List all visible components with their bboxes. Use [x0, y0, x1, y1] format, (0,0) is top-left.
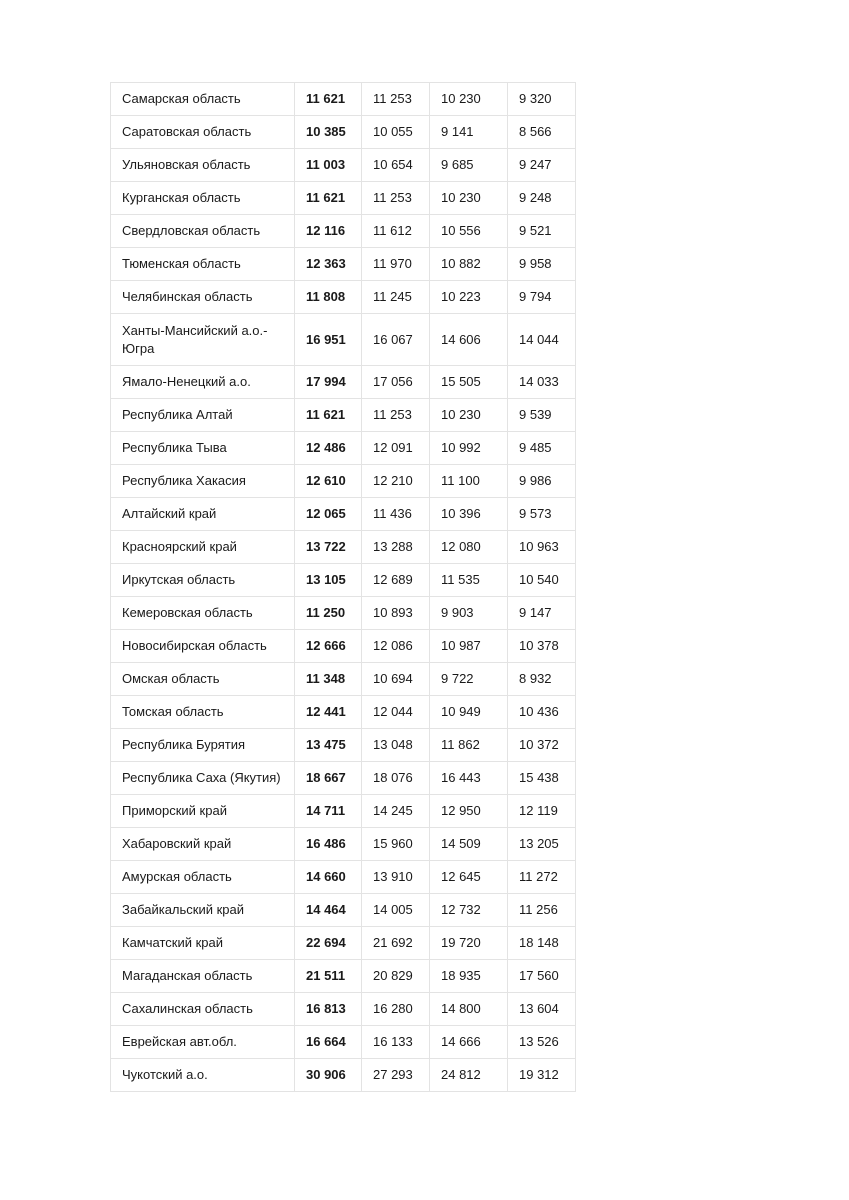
- value-2-cell: 13 288: [362, 531, 430, 564]
- value-2-cell: 11 253: [362, 83, 430, 116]
- value-3-cell: 10 882: [430, 248, 508, 281]
- table-row: [111, 630, 576, 663]
- value-4-cell: 19 312: [508, 1059, 576, 1092]
- table-row: [111, 399, 576, 432]
- region-cell: Ханты-Мансийский а.о.-Югра: [111, 314, 295, 366]
- value-1-cell: 11 621: [295, 182, 362, 215]
- regional-values-table: [110, 82, 576, 1092]
- table-row: [111, 498, 576, 531]
- value-4-cell: 9 320: [508, 83, 576, 116]
- value-2-cell: 10 654: [362, 149, 430, 182]
- region-cell: Новосибирская область: [111, 630, 295, 663]
- value-1-cell: 16 951: [295, 314, 362, 366]
- value-2-cell: 16 067: [362, 314, 430, 366]
- value-4-cell: 9 521: [508, 215, 576, 248]
- value-3-cell: 11 862: [430, 729, 508, 762]
- region-cell: Приморский край: [111, 795, 295, 828]
- region-cell: Красноярский край: [111, 531, 295, 564]
- value-2-cell: 12 044: [362, 696, 430, 729]
- value-3-cell: 9 722: [430, 663, 508, 696]
- region-cell: Кемеровская область: [111, 597, 295, 630]
- table-row: [111, 531, 576, 564]
- value-1-cell: 11 250: [295, 597, 362, 630]
- value-2-cell: 12 086: [362, 630, 430, 663]
- value-2-cell: 10 055: [362, 116, 430, 149]
- value-3-cell: 12 732: [430, 894, 508, 927]
- table-row: [111, 314, 576, 366]
- value-2-cell: 16 280: [362, 993, 430, 1026]
- value-1-cell: 13 475: [295, 729, 362, 762]
- region-cell: Саратовская область: [111, 116, 295, 149]
- table-row: [111, 564, 576, 597]
- value-4-cell: 9 794: [508, 281, 576, 314]
- value-2-cell: 12 689: [362, 564, 430, 597]
- value-4-cell: 10 436: [508, 696, 576, 729]
- value-4-cell: 10 378: [508, 630, 576, 663]
- value-4-cell: 9 485: [508, 432, 576, 465]
- value-3-cell: 10 396: [430, 498, 508, 531]
- region-cell: Курганская область: [111, 182, 295, 215]
- table-row: [111, 795, 576, 828]
- region-cell: Республика Хакасия: [111, 465, 295, 498]
- value-4-cell: 18 148: [508, 927, 576, 960]
- value-1-cell: 22 694: [295, 927, 362, 960]
- value-4-cell: 13 526: [508, 1026, 576, 1059]
- table-row: [111, 83, 576, 116]
- region-cell: Тюменская область: [111, 248, 295, 281]
- value-1-cell: 12 065: [295, 498, 362, 531]
- value-2-cell: 13 048: [362, 729, 430, 762]
- region-cell: Республика Алтай: [111, 399, 295, 432]
- value-4-cell: 10 540: [508, 564, 576, 597]
- value-2-cell: 12 210: [362, 465, 430, 498]
- value-3-cell: 12 645: [430, 861, 508, 894]
- region-cell: Хабаровский край: [111, 828, 295, 861]
- table-row: [111, 960, 576, 993]
- table-row: [111, 465, 576, 498]
- region-cell: Томская область: [111, 696, 295, 729]
- region-cell: Ямало-Ненецкий а.о.: [111, 366, 295, 399]
- region-cell: Ульяновская область: [111, 149, 295, 182]
- value-3-cell: 11 100: [430, 465, 508, 498]
- value-1-cell: 12 441: [295, 696, 362, 729]
- value-3-cell: 10 992: [430, 432, 508, 465]
- value-1-cell: 13 105: [295, 564, 362, 597]
- value-3-cell: 12 080: [430, 531, 508, 564]
- value-2-cell: 11 436: [362, 498, 430, 531]
- value-4-cell: 11 272: [508, 861, 576, 894]
- table-row: [111, 1059, 576, 1092]
- value-3-cell: 19 720: [430, 927, 508, 960]
- region-cell: Алтайский край: [111, 498, 295, 531]
- value-3-cell: 16 443: [430, 762, 508, 795]
- table-row: [111, 116, 576, 149]
- value-1-cell: 16 664: [295, 1026, 362, 1059]
- value-2-cell: 10 694: [362, 663, 430, 696]
- value-4-cell: 17 560: [508, 960, 576, 993]
- table-row: [111, 729, 576, 762]
- value-1-cell: 11 621: [295, 83, 362, 116]
- value-2-cell: 11 245: [362, 281, 430, 314]
- value-1-cell: 12 610: [295, 465, 362, 498]
- table-row: [111, 149, 576, 182]
- table-row: [111, 696, 576, 729]
- value-2-cell: 21 692: [362, 927, 430, 960]
- value-3-cell: 10 230: [430, 399, 508, 432]
- value-1-cell: 11 808: [295, 281, 362, 314]
- value-1-cell: 14 464: [295, 894, 362, 927]
- value-2-cell: 12 091: [362, 432, 430, 465]
- value-1-cell: 17 994: [295, 366, 362, 399]
- table-row: [111, 762, 576, 795]
- region-cell: Магаданская область: [111, 960, 295, 993]
- region-cell: Чукотский а.о.: [111, 1059, 295, 1092]
- table-row: [111, 597, 576, 630]
- table-row: [111, 215, 576, 248]
- value-4-cell: 9 573: [508, 498, 576, 531]
- region-cell: Сахалинская область: [111, 993, 295, 1026]
- region-cell: Республика Саха (Якутия): [111, 762, 295, 795]
- value-3-cell: 18 935: [430, 960, 508, 993]
- value-3-cell: 10 556: [430, 215, 508, 248]
- value-2-cell: 15 960: [362, 828, 430, 861]
- region-cell: Камчатский край: [111, 927, 295, 960]
- table-row: [111, 432, 576, 465]
- value-1-cell: 12 363: [295, 248, 362, 281]
- value-4-cell: 9 147: [508, 597, 576, 630]
- region-cell: Челябинская область: [111, 281, 295, 314]
- value-1-cell: 30 906: [295, 1059, 362, 1092]
- value-3-cell: 14 606: [430, 314, 508, 366]
- value-2-cell: 18 076: [362, 762, 430, 795]
- region-cell: Еврейская авт.обл.: [111, 1026, 295, 1059]
- table-row: [111, 927, 576, 960]
- value-1-cell: 21 511: [295, 960, 362, 993]
- table-row: [111, 281, 576, 314]
- value-4-cell: 12 119: [508, 795, 576, 828]
- value-3-cell: 10 223: [430, 281, 508, 314]
- value-4-cell: 10 963: [508, 531, 576, 564]
- table-row: [111, 1026, 576, 1059]
- value-3-cell: 12 950: [430, 795, 508, 828]
- table-row: [111, 861, 576, 894]
- value-1-cell: 12 666: [295, 630, 362, 663]
- value-1-cell: 10 385: [295, 116, 362, 149]
- region-cell: Республика Бурятия: [111, 729, 295, 762]
- value-4-cell: 9 958: [508, 248, 576, 281]
- value-1-cell: 11 003: [295, 149, 362, 182]
- table-row: [111, 663, 576, 696]
- value-4-cell: 14 044: [508, 314, 576, 366]
- value-3-cell: 10 230: [430, 83, 508, 116]
- table-body: [111, 83, 576, 1092]
- value-3-cell: 14 666: [430, 1026, 508, 1059]
- value-2-cell: 10 893: [362, 597, 430, 630]
- value-3-cell: 9 903: [430, 597, 508, 630]
- value-2-cell: 13 910: [362, 861, 430, 894]
- table-row: [111, 366, 576, 399]
- value-2-cell: 11 253: [362, 182, 430, 215]
- table-row: [111, 828, 576, 861]
- value-3-cell: 10 987: [430, 630, 508, 663]
- region-cell: Республика Тыва: [111, 432, 295, 465]
- region-cell: Самарская область: [111, 83, 295, 116]
- value-4-cell: 10 372: [508, 729, 576, 762]
- value-4-cell: 11 256: [508, 894, 576, 927]
- value-1-cell: 16 813: [295, 993, 362, 1026]
- region-cell: Забайкальский край: [111, 894, 295, 927]
- table-row: [111, 182, 576, 215]
- value-1-cell: 11 348: [295, 663, 362, 696]
- value-3-cell: 24 812: [430, 1059, 508, 1092]
- value-4-cell: 8 932: [508, 663, 576, 696]
- value-2-cell: 11 612: [362, 215, 430, 248]
- value-1-cell: 12 486: [295, 432, 362, 465]
- value-4-cell: 9 248: [508, 182, 576, 215]
- value-2-cell: 11 970: [362, 248, 430, 281]
- value-4-cell: 13 604: [508, 993, 576, 1026]
- value-4-cell: 13 205: [508, 828, 576, 861]
- value-2-cell: 17 056: [362, 366, 430, 399]
- value-4-cell: 14 033: [508, 366, 576, 399]
- table-row: [111, 248, 576, 281]
- value-3-cell: 15 505: [430, 366, 508, 399]
- value-2-cell: 11 253: [362, 399, 430, 432]
- value-3-cell: 10 949: [430, 696, 508, 729]
- value-3-cell: 10 230: [430, 182, 508, 215]
- value-3-cell: 11 535: [430, 564, 508, 597]
- region-cell: Омская область: [111, 663, 295, 696]
- region-cell: Свердловская область: [111, 215, 295, 248]
- table-row: [111, 894, 576, 927]
- value-2-cell: 14 245: [362, 795, 430, 828]
- value-4-cell: 9 247: [508, 149, 576, 182]
- value-1-cell: 12 116: [295, 215, 362, 248]
- value-4-cell: 8 566: [508, 116, 576, 149]
- value-3-cell: 9 141: [430, 116, 508, 149]
- value-2-cell: 27 293: [362, 1059, 430, 1092]
- table-row: [111, 993, 576, 1026]
- value-2-cell: 16 133: [362, 1026, 430, 1059]
- value-3-cell: 14 509: [430, 828, 508, 861]
- value-3-cell: 9 685: [430, 149, 508, 182]
- value-1-cell: 13 722: [295, 531, 362, 564]
- region-cell: Иркутская область: [111, 564, 295, 597]
- value-2-cell: 20 829: [362, 960, 430, 993]
- value-1-cell: 16 486: [295, 828, 362, 861]
- value-2-cell: 14 005: [362, 894, 430, 927]
- value-1-cell: 11 621: [295, 399, 362, 432]
- value-1-cell: 14 660: [295, 861, 362, 894]
- value-1-cell: 18 667: [295, 762, 362, 795]
- value-4-cell: 15 438: [508, 762, 576, 795]
- value-3-cell: 14 800: [430, 993, 508, 1026]
- value-4-cell: 9 986: [508, 465, 576, 498]
- value-4-cell: 9 539: [508, 399, 576, 432]
- value-1-cell: 14 711: [295, 795, 362, 828]
- region-cell: Амурская область: [111, 861, 295, 894]
